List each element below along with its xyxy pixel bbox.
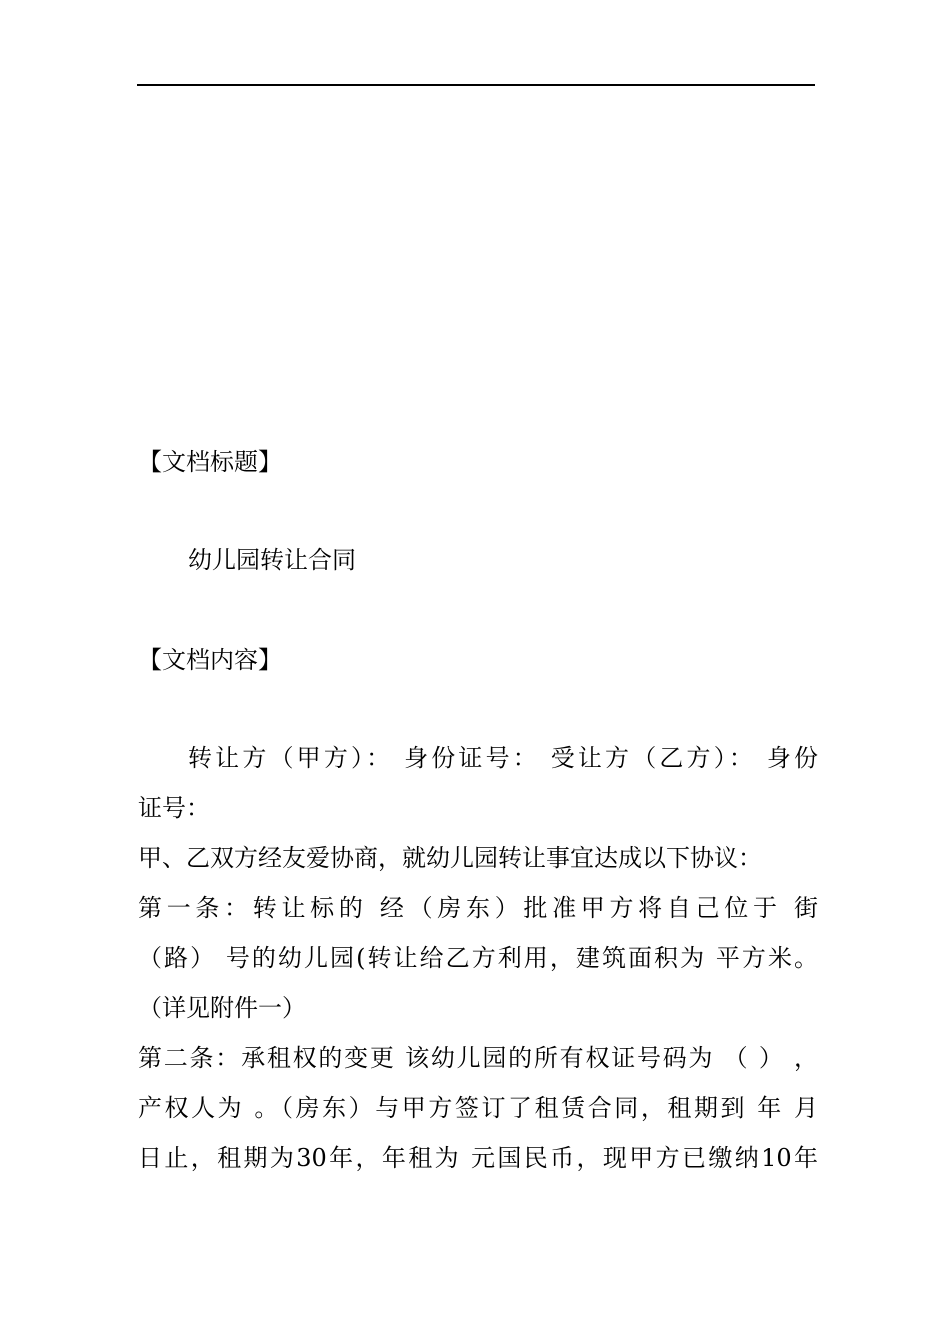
content-line: （路） 号的幼儿园(转让给乙方利用，建筑面积为 平方米。 [138,944,818,972]
title-heading: 【文档标题】 [138,448,282,476]
content-line: 转让方（甲方）： 身份证号： 受让方（乙方）： 身份 [188,744,818,772]
content-line: 日止，租期为30年，年租为 元国民币，现甲方已缴纳10年 [138,1144,818,1172]
document-title: 幼儿园转让合同 [188,546,356,574]
header-rule [137,84,815,86]
content-line: （详见附件一） [138,994,306,1022]
content-heading: 【文档内容】 [138,646,282,674]
content-line: 甲、乙双方经友爱协商，就幼儿园转让事宜达成以下协议： [138,844,762,872]
content-line: 产权人为 。（房东）与甲方签订了租赁合同，租期到 年 月 [138,1094,818,1122]
content-line: 第一条：转让标的 经（房东）批准甲方将自己位于 街 [138,894,818,922]
content-line: 证号： [138,794,210,822]
content-line: 第二条：承租权的变更 该幼儿园的所有权证号码为 （ ） ， [138,1044,818,1072]
